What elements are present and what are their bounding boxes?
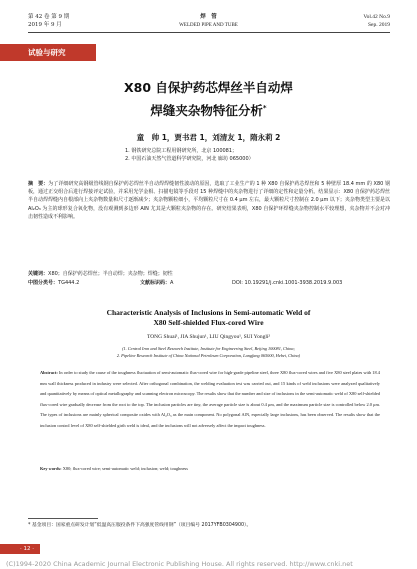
- header-date-en: Sep. 2019: [368, 22, 390, 28]
- affiliation-en-2: 2. Pipeline Research Institute of China National Petroleum Corporation, Langfang 065000, Hebei, China): [116, 353, 301, 358]
- clc-value: TG444.2: [58, 280, 80, 286]
- clc-label: 中图分类号：: [28, 280, 59, 286]
- page-number: · 12 ·: [0, 544, 40, 554]
- title-cn-line2: [0, 100, 417, 119]
- abstract-en-label: Abstract:: [40, 370, 58, 375]
- abstract-en-text: In order to study the cause of the toughness fluctuation of semi-automatic flux-cored wire for high-grade pipeline steel, three X80 flux-cored wires and five X80 steel plates with 18.4 mm wall thickness produced in industry were selected. After orthogonal combination, the welding evaluation test was carried out, and 15 kinds of weld inclusions were analyzed qualitatively and quantitatively by means of optical metallography and scanning electron microscopy. The results show that the number and size of inclusions in the semi-automatic weld of X80 self-shielded flux-cored wire gradually decrease from the root to the top. The inclusion particles are tiny, the average particle size is about 0.4 μm, and the maximum particle size is controlled below 2.0 μm. The types of inclusions are mainly spherical composite oxides with Al₂O₃ as the main component. No polygonal AlN, especially large inclusions, has been observed. The results show that the inclusion control level of X80 self-shielded girth weld is ideal, and the inclusions will not adversely affect the impact toughness.: [40, 370, 380, 428]
- clc-number: [28, 280, 79, 287]
- footnote-rule: [28, 518, 98, 519]
- section-tag: 试验与研究: [0, 44, 96, 61]
- keywords-en-text: X80; flux-cored wire; semi-automatic weld; inclusion; weld; toughness: [62, 466, 188, 471]
- doi-value: 10.19291/j.cnki.1001-3938.2019.9.003: [244, 280, 343, 286]
- affiliation-en-1: (1. Central Iron and Steel Research Institute, Institute for Engineering Steel, Beijing 100081, China;: [122, 346, 295, 351]
- doc-code-label: 文献标识码：: [140, 280, 171, 286]
- header-journal-cn: 焊 管: [200, 14, 217, 20]
- affiliation-cn-1: 1. 钢铁研究总院工程用钢研究所，北京 100081；: [125, 148, 238, 154]
- copyright-watermark: (C)1994-2020 China Academic Journal Electronic Publishing House. All rights reserved. http://www.cnki.net: [6, 560, 353, 568]
- authors-en: TONG Shuai¹, JIA Shujun¹, LIU Qingyou¹, SUI Yongli²: [146, 334, 271, 340]
- abstract-cn: [28, 180, 390, 221]
- keywords-cn-text: X80；自保护药芯焊丝；半自动焊；夹杂物；焊缝；韧性: [48, 271, 173, 277]
- title-cn-footnote-mark: *: [262, 104, 267, 112]
- header-journal-en: WELDED PIPE AND TUBE: [179, 23, 238, 28]
- title-cn-line1: X80 自保护药芯焊丝半自动焊: [124, 80, 293, 95]
- keywords-cn-label: 关键词：: [28, 271, 49, 277]
- doc-code: [140, 280, 173, 287]
- title-en-line2: X80 Self-shielded Flux-cored Wire: [153, 318, 264, 327]
- header-rule: [28, 32, 390, 33]
- affiliation-cn-2: 2. 中国石油天然气管道科学研究院，河北 廊坊 065000）: [125, 156, 254, 162]
- keywords-cn: [28, 270, 390, 278]
- keywords-en-label: Key words:: [40, 466, 62, 471]
- keywords-en: [40, 464, 380, 475]
- doc-code-value: A: [170, 280, 174, 286]
- abstract-cn-label: 摘 要：: [28, 181, 49, 187]
- title-cn-line2-text: 焊缝夹杂物特征分析: [150, 103, 263, 119]
- footnote-funding: * 基金项目：国家重点研发计划“低温高压服役条件下高强度管线用钢”（项目编号 2017YFB0304900）。: [28, 523, 252, 528]
- doi: [232, 280, 342, 287]
- title-en-line1: Characteristic Analysis of Inclusions in Semi-automatic Weld of: [106, 308, 311, 317]
- authors-cn: 童 帅 1，贾书君 1，刘清友 1，隋永莉 2: [136, 133, 281, 142]
- doi-label: DOI:: [232, 280, 243, 286]
- abstract-cn-text: 为了详细研究高钢级管线钢自保护药芯焊丝半自动焊焊缝韧性波动的原因，选取了工业生产的 1 种 X80 自保护药芯焊丝和 5 种壁厚 18.4 mm 的 X80 钢板，通过正交组合后进行焊接评定试验，并采用光学金相、扫描电镜等手段对 15 种焊缝中的夹杂物进行了详细的定性和定量分析。结果显示：X80 自保护药芯焊丝半自动焊焊缝内自根部向上夹杂物数量和尺寸逐渐减少；夹杂物颗粒细小，平均颗粒尺寸在 0.4 μm 左右，最大颗粒尺寸控制在 2.0 μm 以下；夹杂物类型主要是以 Al₂O₃ 为主的球形复合氧化物，没有观测到多边形 AlN 尤其是大颗粒夹杂物的存在。研究结果表明，X80 自保护环焊缝夹杂物控制水平较理想，夹杂物并不会对冲击韧性造成不利影响。: [28, 181, 390, 220]
- abstract-en: [40, 368, 380, 432]
- header-volume-issue-cn: 第 42 卷 第 9 期: [28, 14, 70, 20]
- header-date-cn: 2019 年 9 月: [28, 22, 62, 28]
- header-volume-issue-en: Vol.42 No.9: [363, 14, 390, 20]
